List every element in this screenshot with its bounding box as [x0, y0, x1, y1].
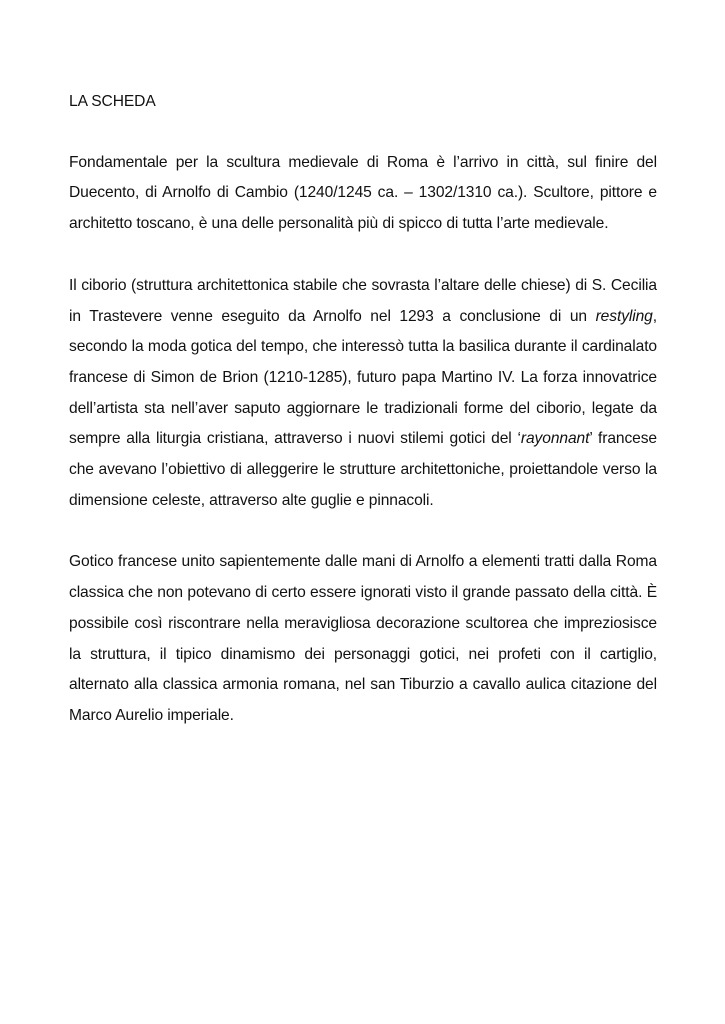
paragraph-ciborio — [69, 271, 657, 517]
paragraph-ciborio-text-2: , secondo la moda gotica del tempo, che interessò tutta la basilica durante il cardinalato francese di Simon de Brion (1210-1285), futuro papa Martino IV. La forza innovatrice dell’artista sta nell’aver saputo aggiornare le tradizionali forme del ciborio, legate da sempre alla liturgia cristiana, attraverso i nuovi stilemi gotici del ‘ — [69, 307, 657, 448]
paragraph-intro — [69, 148, 657, 240]
spacer — [69, 118, 657, 148]
italic-term-restyling: restyling — [595, 307, 653, 325]
paragraph-intro-text: Fondamentale per la scultura medievale di Roma è l’arrivo in città, sul finire del Duecento, di Arnolfo di Cambio (1240/1245 ca. – 1302/1310 ca.). Scultore, pittore e architetto toscano, è una delle personalità più di spicco di tutta l’arte medievale. — [69, 153, 657, 233]
document-body — [69, 87, 657, 732]
italic-term-rayonnant: rayonnant — [520, 430, 590, 448]
paragraph-ciborio-text-3: ’ francese che avevano l’obiettivo di alleggerire le strutture architettoniche, proiettandole verso la dimensione celeste, attraverso alte guglie e pinnacoli. — [69, 430, 657, 509]
paragraph-gotico-text: Gotico francese unito sapientemente dalle mani di Arnolfo a elementi tratti dalla Roma classica che non potevano di certo essere ignorati visto il grande passato della città. È possibile così riscontrare nella meravigliosa decorazione scultorea che impreziosisce la struttura, il tipico dinamismo dei personaggi gotici, nei profeti con il cartiglio, alternato alla classica armonia romana, nel san Tiburzio a cavallo aulica citazione del Marco Aurelio imperiale. — [69, 553, 657, 724]
section-heading: LA SCHEDA — [69, 93, 156, 110]
paragraph-ciborio-text-1: Il ciborio (struttura architettonica stabile che sovrasta l’altare delle chiese) di S. Cecilia in Trastevere venne eseguito da Arnolfo nel 1293 a conclusione di un — [69, 276, 657, 325]
paragraph-gotico — [69, 547, 657, 731]
spacer — [69, 516, 657, 547]
spacer — [69, 240, 657, 271]
